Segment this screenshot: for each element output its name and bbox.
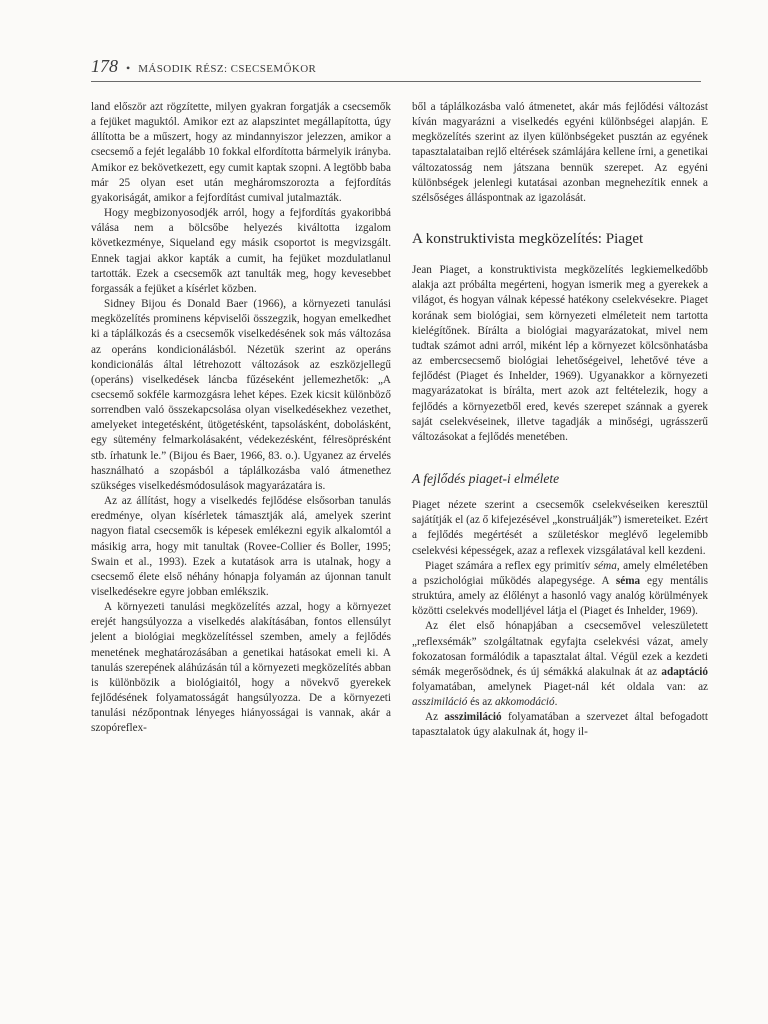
paragraph: A környezeti tanulási megközelítés azzal, hogy a környezet erejét hangsúlyozza a viselkedés alakításában, fontos ellensúlyt jelent a biológiai megközelítéssel szemben, amely a fejlődés menetének meghatározásában a genetikai hatásokat emeli ki. A tanulás szerepének aláhúzásán túl a környezeti megközelítés abban is különbözik a biológiaitól, hogy a növekvő gyerekek fejlődésének folyamatosságát hangsúlyozza. De a környezeti tanulási nézőpontnak lényeges hiányosságai is vannak, akár a szopóreflex-	[91, 601, 391, 735]
text-run: , amely elméletében a pszichológiai működés alapegysége. A	[412, 559, 708, 587]
section-title: A konstruktivista megközelítés: Piaget	[412, 231, 644, 248]
left-column	[91, 100, 391, 737]
text-run: folyamatában, amelynek Piaget-nál két oldala van: az	[412, 681, 708, 693]
text-run: és az	[467, 696, 495, 709]
running-header	[91, 56, 701, 82]
subsection-title: A fejlődés piaget-i elmélete	[412, 470, 560, 486]
right-column	[412, 100, 708, 741]
text-run: Piaget számára a reflex egy primitív	[425, 559, 594, 572]
paragraph	[412, 619, 708, 710]
paragraph	[412, 559, 708, 620]
paragraph: Hogy megbizonyosodjék arról, hogy a fejfordítás gyakoribbá válása nem a bölcsőbe helyezés kiváltotta izgalom következménye, Siqueland egy másik csoportot is megvizsgált. Ennek tagjai akkor kapták a cumit, ha fejüket mozdulatlanul tartották. Ezek a csecsemők azt tanulták meg, hogy kevesebbet forgassák a fejüket a kísérlet közben.	[91, 207, 391, 295]
text-run: Az	[425, 711, 445, 724]
term-italic: akkomodáció	[494, 696, 555, 709]
text-run: Az élet első hónapjában a csecsemővel veleszületett „reflexsémák” szolgáltatnak egyfajta cselekvési vázat, amely fokozatosan formálódik a tapasztalat által. Végül ezek a kezdeti sémák megerősödnek, és új sémákká alakulnak át az	[412, 620, 708, 678]
term-bold: adaptáció	[661, 665, 708, 678]
term-bold: séma	[615, 574, 641, 587]
paragraph: land először azt rögzítette, milyen gyakran forgatják a csecsemők a fejüket maguktól. Amikor ezt az alapszintet megállapította, úgy állította be a műszert, hogy az mindannyiszor jelezzen, amikor a csecsemő a fejét legalább 10 fokkal elfordította bármelyik irányba. Amikor ez bekövetkezett, egy cumit kaptak szopni. A legtöbb baba már 25 olyan eset után megháromszorozta a fejfordítás gyakoriságát, amikor a fejfordítást cumival jutalmazták.	[91, 101, 391, 204]
text-run: .	[554, 696, 558, 709]
paragraph: Jean Piaget, a konstruktivista megközelítés legkiemelkedőbb alakja azt próbálta megérteni, hogyan ismerik meg a gyerekek a világot, és hogyan válnak képessé hatékony cselekvésekre. Piaget korának sem biológiai, sem környezeti elméleteit nem tartotta kielégítőnek. Bírálta a biológiai magyarázatokat, mivel nem tudtak számot adni arról, miként lép a környezet kölcsönhatásba az embercsecsemő biológiai lehetőségeivel, lehetővé téve a fejlődést (Piaget és Inhelder, 1969). Ugyanakkor a környezeti magyarázatokat is bírálta, mert azok azt feltételezik, hogy a fejlődés a környezetből ered, kevés szerepet szánnak a gyerek saját cselekvéseinek, illetve tagadják a minőségi, ugrásszerű változásokat a fejlődés menetében.	[412, 264, 708, 443]
paragraph: Piaget nézete szerint a csecsemők cselekvéseiken keresztül sajátítják el (az ő kifejezésével „konstruálják”) ismereteiket. Ezért a fejlődés megértését a születéskor meglévő legelemibb cselekvési képességek, azaz a reflexek vizsgálatával kell kezdeni.	[412, 499, 708, 557]
text-run: folyamatában a szervezet által befogadott tapasztalatok úgy alakulnak át, hogy il-	[412, 711, 708, 739]
term-italic: asszimiláció	[412, 696, 468, 709]
term-italic: séma	[593, 559, 617, 572]
running-title: MÁSODIK RÉSZ: CSECSEMŐKOR	[138, 63, 317, 75]
page-number: 178	[91, 56, 118, 76]
paragraph	[412, 710, 708, 740]
text-run: egy mentális struktúra, amely az élőlényt a hasonló vagy analóg körülmények közötti cselekvés modelljével látja el (Piaget és Inhelder, 1969).	[412, 574, 708, 618]
header-separator: •	[126, 61, 131, 75]
term-bold: asszimiláció	[444, 711, 502, 724]
paragraph: ből a táplálkozásba való átmenetet, akár más fejlődési változást kíván magyarázni a viselkedés egyéni különbségei alapján. E megközelítés szerint az ilyen különbségeket pusztán az egyének tapasztalataiban rejlő eltérések számlájára kellene írni, a genetikai változatosság nem játszana bennük szerepet. Az egyéni különbségek jelenlegi kutatásai azonban megnehezítik ennek a szélsőséges álláspontnak az igazolását.	[412, 101, 708, 204]
paragraph: Az az állítást, hogy a viselkedés fejlődése elsősorban tanulás eredménye, olyan kísérletek támasztják alá, amelyek szerint nagyon fiatal csecsemők is képesek emlékezni egyik alkalomtól a másikig arra, hogy mit tanultak (Rovee-Collier és Boller, 1995; Swain et al., 1993). Ezek a kutatások arra is utalnak, hogy a csecsemő élete első néhány hónapja folyamán az újonnan tanult viselkedésekre egyre jobban emlékszik.	[91, 495, 391, 598]
paragraph: Sidney Bijou és Donald Baer (1966), a környezeti tanulási megközelítés prominens képviselői összegzik, hogyan emelkedhet ki a táplálkozás és a csecsemők viselkedésének sok más változása az operáns kondicionálásból. Nézetük szerint az operáns kondicionálás által létrehozott változások az eszközjellegű (operáns) viselkedések láncba fűzéseként jellemezhetők: „A csecsemő sokféle karmozgásra lehet képes. Ezek kicsit különböző sorrendben való összekapcsolása olyan viselkedésekhez vezethet, amelyeket integetésként, ütögetésként, tapsolásként, dobolásként, egy sütemény felmarkolásaként, védekezésként, félresöprésként stb. írhatunk le.” (Bijou és Baer, 1966, 83. o.). Ugyanez az érvelés használható a szopásból a táplálkozásba való átmenethez szükséges viselkedésmódosulások magyarázatára is.	[91, 298, 391, 492]
